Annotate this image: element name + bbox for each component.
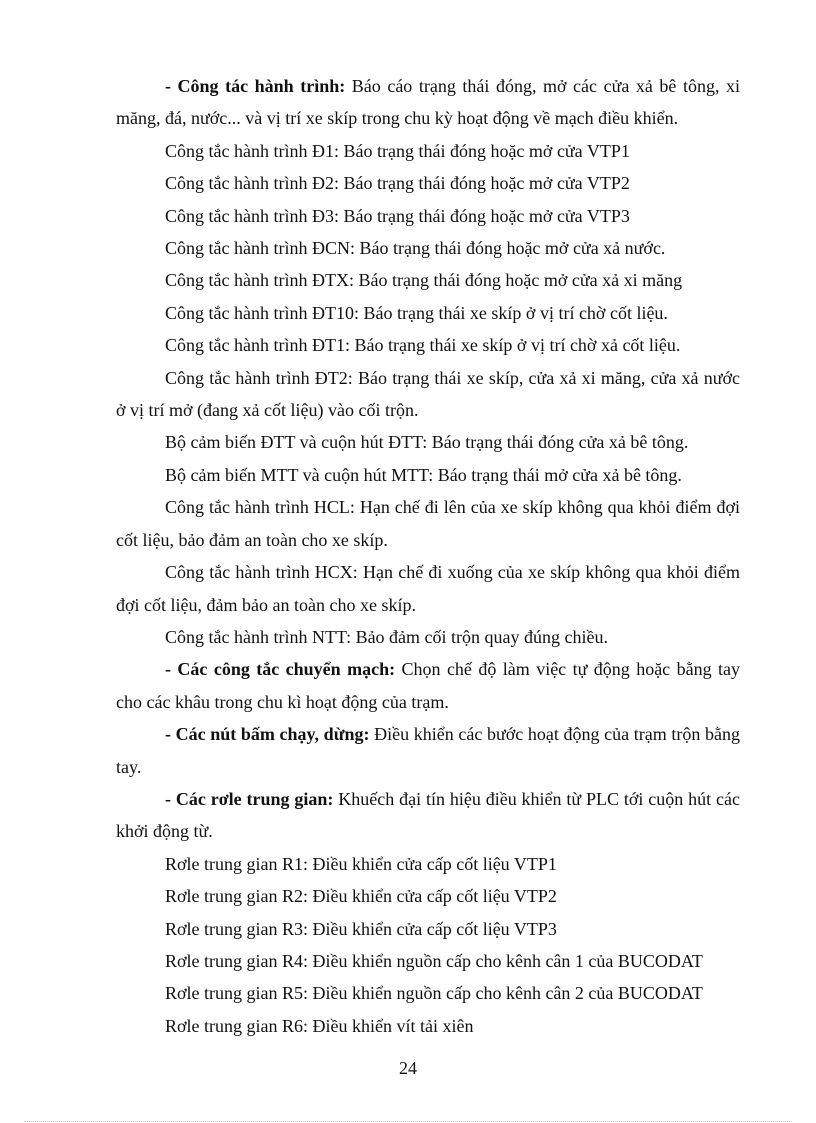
paragraph-r5 [116, 977, 740, 1009]
paragraph-nut-bam [116, 718, 740, 783]
paragraph-text: Công tắc hành trình ĐT1: Báo trạng thái xe skíp ở vị trí chờ xả cốt liệu. [165, 335, 681, 356]
paragraph-r3 [116, 913, 740, 945]
paragraph-d2 [116, 167, 740, 199]
paragraph-r4 [116, 945, 740, 977]
paragraph-text: Công tắc hành trình ĐCN: Báo trạng thái đóng hoặc mở cửa xả nước. [165, 238, 666, 259]
paragraph-text: Công tắc hành trình NTT: Bảo đảm cối trộn quay đúng chiều. [165, 626, 609, 647]
paragraph-sensor-dtt [116, 426, 740, 458]
paragraph-dt1 [116, 329, 740, 361]
paragraph-text: Công tắc hành trình Đ2: Báo trạng thái đóng hoặc mở cửa VTP2 [165, 173, 630, 194]
paragraph-lead: - Các nút bấm chạy, dừng: [165, 724, 370, 745]
paragraph-d3 [116, 200, 740, 232]
paragraph-text: Công tắc hành trình HCX: Hạn chế đi xuống của xe skíp không qua khỏi điểm đợi cốt liệu, đảm bảo an toàn cho xe skíp. [116, 562, 740, 615]
page-number: 24 [399, 1058, 417, 1078]
paragraph-text: Rơle trung gian R1: Điều khiển cửa cấp cốt liệu VTP1 [165, 853, 557, 874]
paragraph-hcl [116, 491, 740, 556]
paragraph-sensor-mtt [116, 459, 740, 491]
paragraph-text: Chọn chế độ làm việc tự động hoặc bằng tay cho các khâu trong chu kì hoạt động của trạm. [116, 659, 741, 712]
paragraph-role-trung-gian [116, 783, 740, 848]
document-page [116, 70, 740, 1042]
paragraph-dtx [116, 264, 740, 296]
paragraph-hcx [116, 556, 740, 621]
paragraph-text: Công tắc hành trình ĐTX: Báo trạng thái đóng hoặc mở cửa xả xi măng [165, 270, 683, 291]
paragraph-text: Rơle trung gian R4: Điều khiển nguồn cấp cho kênh cân 1 của BUCODAT [165, 950, 703, 971]
paragraph-dt10 [116, 297, 740, 329]
paragraph-text: Bộ cảm biến MTT và cuộn hút MTT: Báo trạng thái mở cửa xả bê tông. [165, 464, 682, 485]
paragraph-text: Khuếch đại tín hiệu điều khiển từ PLC tới cuộn hút các khởi động từ. [116, 788, 740, 842]
paragraph-text: Báo cáo trạng thái đóng, mở các cửa xả bê tông, xi măng, đá, nước... và vị trí xe skíp trong chu kỳ hoạt động về mạch điều khiển. [116, 76, 740, 129]
paragraph-r1 [116, 848, 740, 880]
paragraph-text: Công tắc hành trình ĐT10: Báo trạng thái xe skíp ở vị trí chờ cốt liệu. [165, 302, 668, 323]
paragraph-text: Rơle trung gian R2: Điều khiển cửa cấp cốt liệu VTP2 [165, 886, 557, 907]
paragraph-cong-tac-chuyen-mach [116, 653, 740, 718]
paragraph-dt2 [116, 362, 740, 427]
paragraph-lead: - Các công tắc chuyển mạch: [165, 659, 396, 680]
paragraph-text: Bộ cảm biến ĐTT và cuộn hút ĐTT: Báo trạng thái đóng cửa xả bê tông. [165, 432, 689, 453]
paragraph-lead: - Công tác hành trình: [165, 76, 346, 96]
page-bottom-divider [24, 1121, 792, 1122]
paragraph-text: Công tắc hành trình ĐT2: Báo trạng thái xe skíp, cửa xả xi măng, cửa xả nước ở vị trí mở (đang xả cốt liệu) vào cối trộn. [116, 367, 740, 421]
paragraph-text: Điều khiển các bước hoạt động của trạm trộn bằng tay. [116, 724, 740, 777]
paragraph-text: Rơle trung gian R5: Điều khiển nguồn cấp cho kênh cân 2 của BUCODAT [165, 983, 703, 1004]
paragraph-lead: - Các rơle trung gian: [165, 788, 334, 809]
paragraph-text: Công tắc hành trình Đ3: Báo trạng thái đóng hoặc mở cửa VTP3 [165, 205, 630, 226]
paragraph-dcn [116, 232, 740, 264]
paragraph-text: Công tắc hành trình Đ1: Báo trạng thái đóng hoặc mở cửa VTP1 [165, 140, 630, 161]
paragraph-d1 [116, 135, 740, 167]
paragraph-cong-tac-hanh-trinh [116, 70, 740, 135]
paragraph-ntt [116, 621, 740, 653]
paragraph-text: Công tắc hành trình HCL: Hạn chế đi lên của xe skíp không qua khỏi điểm đợi cốt liệu, bảo đảm an toàn cho xe skíp. [116, 497, 740, 550]
paragraph-r6 [116, 1010, 740, 1042]
paragraph-text: Rơle trung gian R3: Điều khiển cửa cấp cốt liệu VTP3 [165, 918, 557, 939]
paragraph-r2 [116, 880, 740, 912]
paragraph-text: Rơle trung gian R6: Điều khiển vít tải xiên [165, 1015, 474, 1036]
